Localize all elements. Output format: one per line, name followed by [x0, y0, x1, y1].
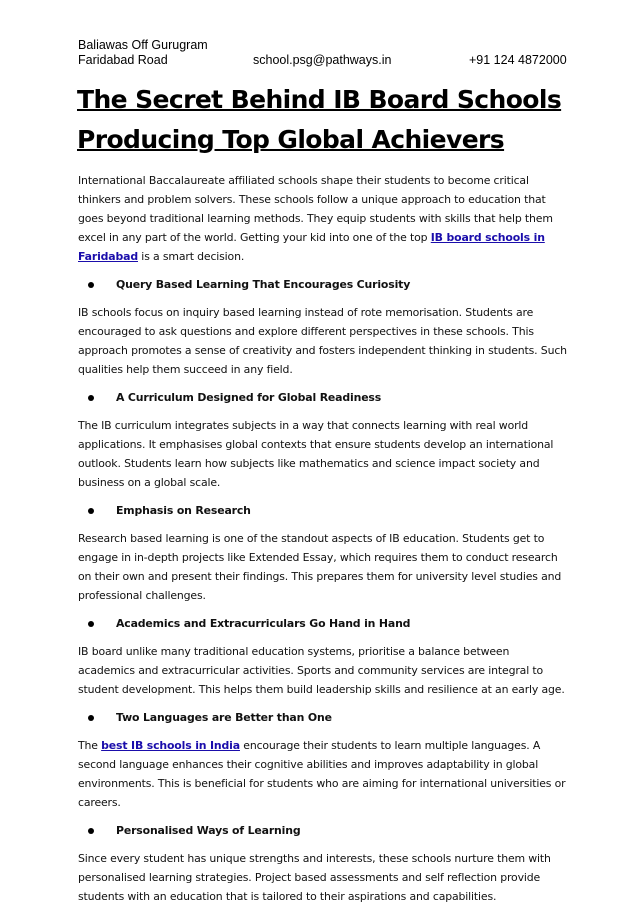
ib-schools-faridabad-link[interactable]: IB board schools in Faridabad	[78, 231, 545, 263]
section-heading	[78, 275, 568, 294]
section-heading	[78, 501, 568, 520]
section-paragraph: Research based learning is one of the standout aspects of IB education. Students get to engage in in-depth projects like Extended Essay, which requires them to conduct research on their own and present their findings. This prepares them for university level studies and professional challenges.	[78, 532, 562, 602]
bullet-icon	[88, 508, 94, 514]
intro-text-end: is a smart decision.	[138, 250, 245, 263]
bullet-icon	[88, 828, 94, 834]
section-paragraph: The IB curriculum integrates subjects in a way that connects learning with real world applications. It emphasises global contexts that ensure students develop an international outlook. Students learn how subjects like mathematics and science impact society and business on a global scale.	[78, 419, 554, 489]
section-heading	[78, 614, 568, 633]
intro-text: International Baccalaureate affiliated schools shape their students to become critical thinkers and problem solvers. These schools follow a unique approach to education that goes beyond traditional learning methods. They equip students with skills that help them excel in any part of the world. Getting your kid into one of the top	[78, 174, 553, 244]
section-paragraph: IB board unlike many traditional education systems, prioritise a balance between academics and extracurricular activities. Sports and community services are integral to student development. This helps them build leadership skills and resilience at an early age.	[78, 645, 565, 696]
page-title	[77, 80, 577, 160]
section-paragraph: Since every student has unique strengths and interests, these schools nurture them with personalised learning strategies. Project based assessments and self reflection provide students with an education that is tailored to their aspirations and capabilities.	[78, 852, 551, 903]
bullet-icon	[88, 621, 94, 627]
section-paragraph	[78, 736, 568, 812]
best-ib-schools-india-link[interactable]: best IB schools in India	[101, 739, 240, 752]
section-heading-text: Academics and Extracurriculars Go Hand in Hand	[116, 617, 411, 630]
section-heading-text: Personalised Ways of Learning	[116, 824, 301, 837]
section-text-end: encourage their students to learn multiple languages. A second language enhances their cognitive abilities and improves adaptability in global environments. This is beneficial for students who are aiming for international universities or careers.	[78, 739, 566, 809]
bullet-icon	[88, 395, 94, 401]
section-text: The	[78, 739, 102, 752]
article-body	[78, 171, 568, 915]
section-heading	[78, 388, 568, 407]
bullet-icon	[88, 715, 94, 721]
header-phone: +91 124 4872000	[469, 53, 567, 67]
section-paragraph: IB schools focus on inquiry based learning instead of rote memorisation. Students are encouraged to ask questions and explore different perspectives in these schools. This approach promotes a sense of creativity and fosters independent thinking in students. Such qualities help them succeed in any field.	[78, 306, 567, 376]
header-email: school.psg@pathways.in	[253, 53, 392, 67]
section-heading	[78, 821, 568, 840]
section-heading-text: Query Based Learning That Encourages Curiosity	[116, 278, 411, 291]
header-address-line1: Baliawas Off Gurugram	[78, 38, 208, 52]
title-line1: The Secret Behind IB Board Schools	[77, 85, 562, 114]
title-line2: Producing Top Global Achievers	[77, 125, 505, 154]
section-heading	[78, 708, 568, 727]
section-heading-text: Two Languages are Better than One	[116, 711, 332, 724]
bullet-icon	[88, 282, 94, 288]
section-heading-text: Emphasis on Research	[116, 504, 251, 517]
intro-paragraph	[78, 171, 568, 266]
section-heading-text: A Curriculum Designed for Global Readiness	[116, 391, 382, 404]
header-address-line2: Faridabad Road	[78, 53, 168, 67]
